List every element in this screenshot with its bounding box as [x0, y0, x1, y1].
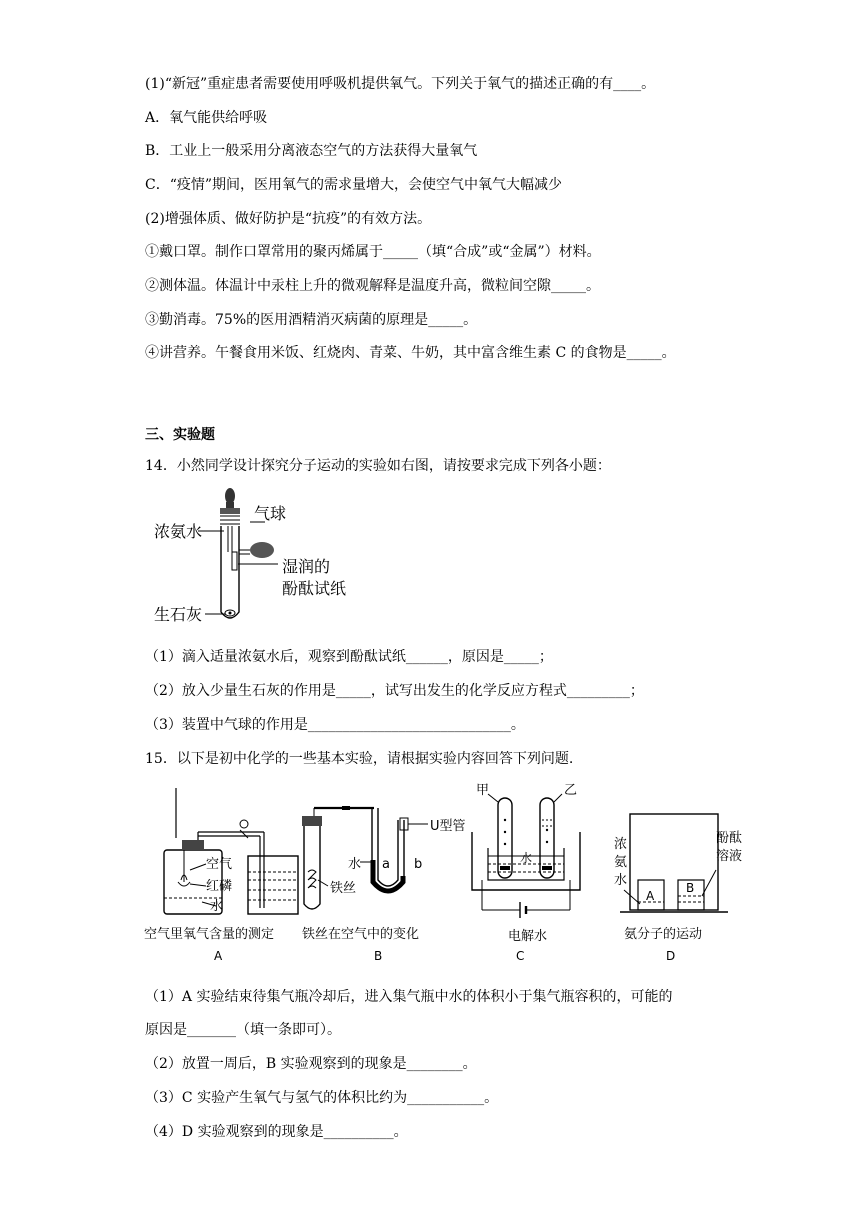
- letter-b: B: [374, 949, 383, 963]
- q15-answer2: （2）放置一周后，B 实验观察到的现象是________。: [145, 1056, 477, 1072]
- q13-sub3: ③勤消毒。75%的医用酒精消灭病菌的原理是_____。: [145, 312, 478, 328]
- q14-answer1: （1）滴入适量浓氨水后，观察到酚酞试纸______，原因是_____；: [145, 649, 553, 665]
- q13-option-a: A．氧气能供给呼吸: [145, 110, 268, 126]
- q14-apparatus-figure: [150, 482, 370, 632]
- label-b-utube: U型管: [430, 819, 466, 834]
- experiment-b-apparatus: [302, 806, 428, 909]
- q13-option-c: C．“疫情”期间，医用氧气的需求量增大，会使空气中氧气大幅减少: [145, 177, 563, 193]
- q13-part2: (2)增强体质、做好防护是“抗疫”的有效方法。: [145, 211, 432, 227]
- q15-stem: 15．以下是初中化学的一些基本实验，请根据实验内容回答下列问题.: [145, 751, 574, 767]
- q13-part1: (1)“新冠”重症患者需要使用呼吸机提供氧气。下列关于氧气的描述正确的有____。: [145, 76, 656, 92]
- q14-answer2: （2）放入少量生石灰的作用是_____，试写出发生的化学反应方程式_________；: [145, 683, 644, 699]
- q15-answer3: （3）C 实验产生氧气与氢气的体积比约为___________。: [145, 1090, 499, 1106]
- letter-d: D: [666, 949, 676, 963]
- q15-answer1-line2: 原因是_______（填一条即可）。: [145, 1022, 341, 1038]
- label-d-a: A: [646, 889, 655, 903]
- label-c-water: 水: [520, 851, 533, 865]
- label-ammonia: 浓氨水: [154, 522, 203, 541]
- label-d-left-1: 浓: [614, 837, 628, 852]
- label-a-water: 水: [210, 899, 224, 914]
- label-b-a: a: [382, 857, 390, 872]
- caption-c: 电解水: [508, 929, 548, 944]
- q13-option-b: B．工业上一般采用分离液态空气的方法获得大量氧气: [145, 143, 478, 159]
- q15-experiments-figure: [142, 780, 762, 970]
- label-d-right-1: 酚酞: [716, 831, 743, 846]
- label-quicklime: 生石灰: [154, 605, 203, 624]
- q13-sub4: ④讲营养。午餐食用米饭、红烧肉、青菜、牛奶，其中富含维生素 C 的食物是_____。: [145, 345, 676, 361]
- label-c-yi: 乙: [564, 783, 578, 798]
- q13-sub2: ②测体温。体温计中汞柱上升的微观解释是温度升高，微粒间空隙_____。: [145, 278, 600, 294]
- label-b-water: 水: [348, 857, 362, 872]
- label-d-left-3: 水: [614, 873, 628, 888]
- q13-sub1: ①戴口罩。制作口罩常用的聚丙烯属于_____（填“合成”或“金属”）材料。: [145, 244, 601, 260]
- experiment-a-apparatus: [164, 788, 298, 914]
- caption-b: 铁丝在空气中的变化: [302, 927, 420, 942]
- label-a-phosphorus: 红磷: [206, 879, 233, 894]
- section-title: 三、实验题: [145, 427, 215, 443]
- label-d-left-2: 氨: [614, 855, 628, 870]
- label-d-right-2: 溶液: [716, 849, 743, 864]
- q14-stem: 14．小然同学设计探究分子运动的实验如右图，请按要求完成下列各小题：: [145, 458, 611, 474]
- letter-a: A: [214, 949, 223, 963]
- label-wet-paper-1: 湿润的: [282, 557, 331, 576]
- label-b-wire: 铁丝: [330, 881, 357, 896]
- letter-c: C: [516, 949, 525, 963]
- label-wet-paper-2: 酚酞试纸: [282, 579, 347, 598]
- q14-answer3: （3）装置中气球的作用是_____________________________。: [145, 717, 525, 733]
- label-balloon: 气球: [254, 504, 287, 523]
- experiment-d-apparatus: [620, 814, 728, 912]
- label-b-b: b: [414, 857, 423, 872]
- label-a-air: 空气: [206, 857, 233, 872]
- label-d-b: B: [686, 881, 695, 895]
- label-c-jia: 甲: [476, 783, 490, 798]
- q15-answer4: （4）D 实验观察到的现象是__________。: [145, 1124, 408, 1140]
- caption-d: 氨分子的运动: [624, 927, 703, 942]
- q15-answer1-line1: （1）A 实验结束待集气瓶冷却后，进入集气瓶中水的体积小于集气瓶容积的，可能的: [145, 989, 673, 1005]
- caption-a: 空气里氧气含量的测定: [144, 927, 275, 942]
